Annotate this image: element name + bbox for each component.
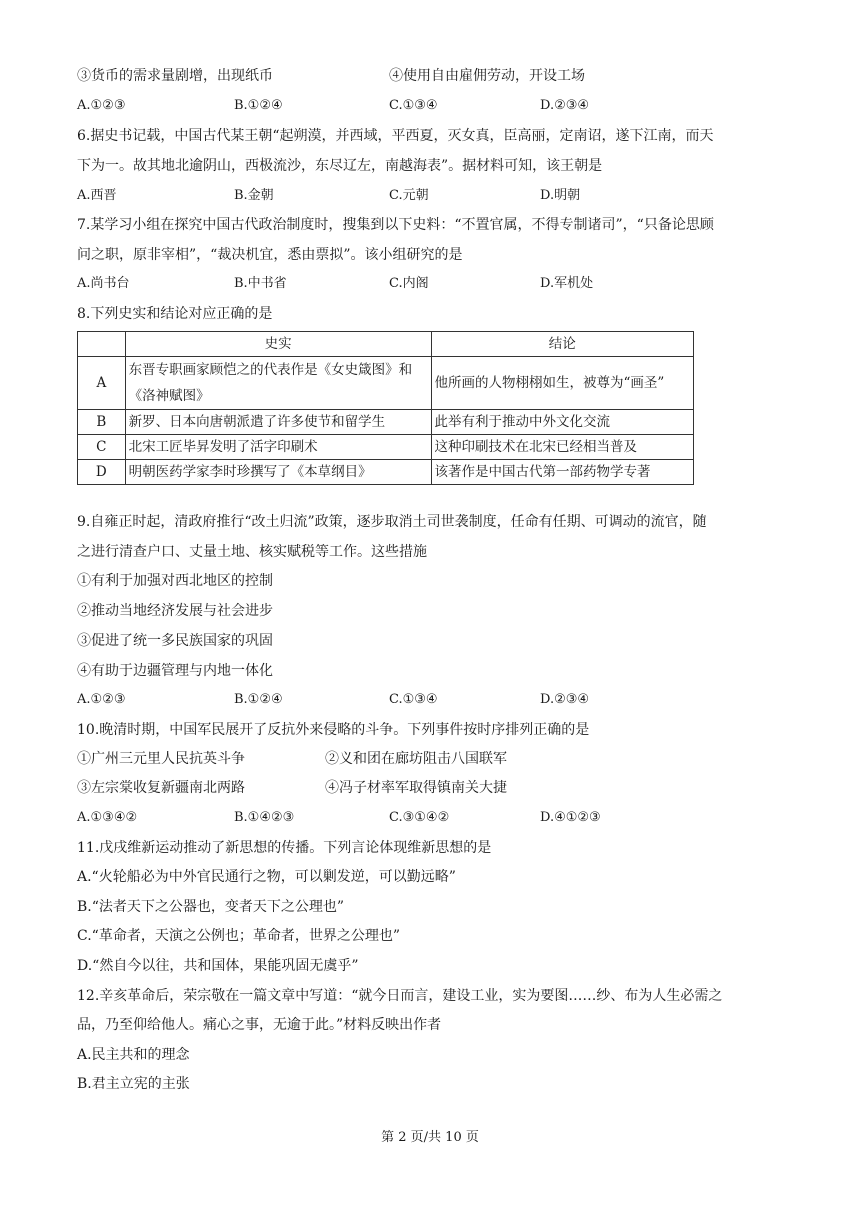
q12-option-b: B.君主立宪的主张 [77, 1076, 190, 1092]
q9-statement-2: ②推动当地经济发展与社会进步 [77, 603, 273, 619]
q10-option-a: A.①③④② [77, 810, 138, 825]
row-conclusion: 他所画的人物栩栩如生，被尊为“画圣” [431, 357, 693, 410]
fact-conclusion-table [77, 331, 694, 485]
q9-statement-4: ④有助于边疆管理与内地一体化 [77, 663, 273, 679]
table-row [78, 460, 694, 485]
q6-option-c: C.元朝 [389, 188, 429, 203]
q10-option-d: D.④①②③ [540, 810, 601, 825]
q12-option-a: A.民主共和的理念 [77, 1047, 190, 1063]
table-header-row [78, 332, 694, 357]
question-9-stem-line1: 9.自雍正时起，清政府推行“改土归流”政策，逐步取消土司世袭制度，任命有任期、可调动的流官，随 [77, 514, 707, 530]
q7-option-a: A.尚书台 [77, 276, 130, 291]
q9-option-d: D.②③④ [540, 692, 590, 707]
q10-option-b: B.①④②③ [234, 810, 295, 825]
row-fact: 明朝医药学家李时珍撰写了《本草纲目》 [125, 460, 431, 485]
question-7-stem-line2: 问之职，原非宰相”，“裁决机宜，悉由票拟”。该小组研究的是 [77, 247, 463, 263]
row-fact: 新罗、日本向唐朝派遣了许多使节和留学生 [125, 410, 431, 435]
row-label: C [78, 435, 126, 460]
row-fact: 北宋工匠毕昇发明了活字印刷术 [125, 435, 431, 460]
q10-event-2: ②义和团在廊坊阻击八国联军 [325, 751, 507, 767]
table-header-fact: 史实 [125, 332, 431, 357]
question-12-stem-line1: 12.辛亥革命后，荣宗敬在一篇文章中写道：“就今日而言，建设工业，实为要图……纱、布为人生必需之 [77, 988, 723, 1004]
q6-option-b: B.金朝 [234, 188, 274, 203]
row-label: D [78, 460, 126, 485]
q6-option-a: A.西晋 [77, 188, 117, 203]
option-c: C.①③④ [389, 98, 438, 113]
question-12-stem-line2: 品，乃至仰给他人。痛心之事，无逾于此。”材料反映出作者 [77, 1017, 442, 1033]
table-row [78, 357, 694, 410]
q7-option-b: B.中书省 [234, 276, 287, 291]
q11-option-b: B.“法者天下之公器也，变者天下之公理也” [77, 899, 345, 915]
row-conclusion: 此举有利于推动中外文化交流 [431, 410, 693, 435]
q10-event-1: ①广州三元里人民抗英斗争 [77, 751, 245, 767]
q11-option-d: D.“然自今以往，共和国体，果能巩固无虞乎” [77, 958, 359, 974]
page-number-footer: 第 2 页/共 10 页 [381, 1130, 479, 1145]
q9-option-b: B.①②④ [234, 692, 283, 707]
q9-option-a: A.①②③ [77, 692, 126, 707]
q9-statement-3: ③促进了统一多民族国家的巩固 [77, 633, 273, 649]
option-b: B.①②④ [234, 98, 283, 113]
q10-option-c: C.③①④② [389, 810, 450, 825]
option-d: D.②③④ [540, 98, 590, 113]
row-label: A [78, 357, 126, 410]
q11-option-a: A.“火轮船必为中外官民通行之物，可以剿发逆，可以勤远略” [77, 869, 456, 885]
q10-event-3: ③左宗棠收复新疆南北两路 [77, 780, 245, 796]
q6-option-d: D.明朝 [540, 188, 581, 203]
q10-event-4: ④冯子材率军取得镇南关大捷 [325, 780, 507, 796]
q11-option-c: C.“革命者，天演之公例也；革命者，世界之公理也” [77, 928, 400, 944]
row-label: B [78, 410, 126, 435]
option-a: A.①②③ [77, 98, 126, 113]
row-conclusion: 该著作是中国古代第一部药物学专著 [431, 460, 693, 485]
q7-option-d: D.军机处 [540, 276, 594, 291]
question-11-stem: 11.戊戌维新运动推动了新思想的传播。下列言论体现维新思想的是 [77, 840, 492, 856]
q9-statement-1: ①有利于加强对西北地区的控制 [77, 573, 273, 589]
row-fact: 东晋专职画家顾恺之的代表作是《女史箴图》和《洛神赋图》 [125, 357, 431, 410]
question-7-stem-line1: 7.某学习小组在探究中国古代政治制度时，搜集到以下史料：“不置官属，不得专制诸司”，“只备论思顾 [77, 217, 714, 233]
table-row [78, 410, 694, 435]
row-conclusion: 这种印刷技术在北宋已经相当普及 [431, 435, 693, 460]
q7-option-c: C.内阁 [389, 276, 429, 291]
q9-option-c: C.①③④ [389, 692, 438, 707]
statement-4: ④使用自由雇佣劳动，开设工场 [389, 68, 585, 84]
question-10-stem: 10.晚清时期，中国军民展开了反抗外来侵略的斗争。下列事件按时序排列正确的是 [77, 722, 590, 738]
table-header-blank [78, 332, 126, 357]
statement-3: ③货币的需求量剧增，出现纸币 [77, 68, 273, 84]
question-9-stem-line2: 之进行清查户口、丈量土地、核实赋税等工作。这些措施 [77, 544, 427, 560]
question-8-stem: 8.下列史实和结论对应正确的是 [77, 306, 273, 322]
table-header-conclusion: 结论 [431, 332, 693, 357]
question-6-stem-line2: 下为一。故其地北逾阴山，西极流沙，东尽辽左，南越海表”。据材料可知，该王朝是 [77, 158, 603, 174]
table-row [78, 435, 694, 460]
question-6-stem-line1: 6.据史书记载，中国古代某王朝“起朔漠，并西域，平西夏，灭女真，臣高丽，定南诏，遂下江南，而天 [77, 128, 714, 144]
